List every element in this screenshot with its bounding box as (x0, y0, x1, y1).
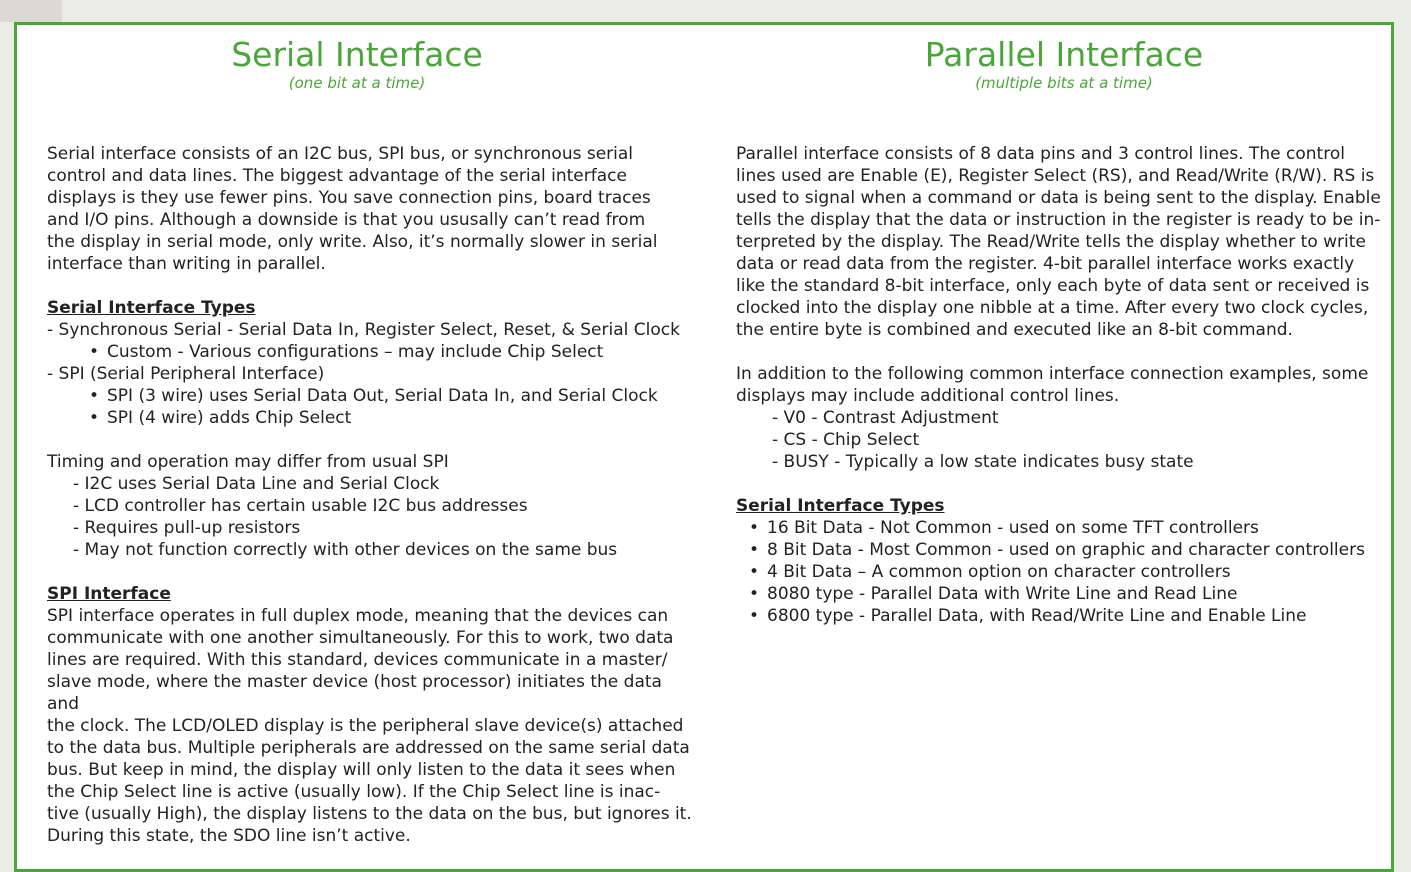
list-item-label: 4 Bit Data – A common option on character controllers (767, 562, 1231, 582)
text-line: During this state, the SDO line isn’t active. (47, 826, 411, 846)
bullet-icon: • (749, 518, 760, 538)
bullet-icon: • (749, 584, 760, 604)
spi-interface-heading: SPI Interface (47, 584, 171, 604)
list-item (736, 539, 1386, 561)
list-item: - BUSY - Typically a low state indicates busy state (772, 452, 1194, 472)
serial-intro-paragraph (47, 143, 697, 275)
bullet-icon: • (89, 408, 100, 428)
list-item-label: Custom - Various configurations – may include Chip Select (107, 342, 604, 362)
bullet-icon: • (89, 342, 100, 362)
parallel-types-heading: Serial Interface Types (736, 496, 945, 516)
text-line: lines are required. With this standard, devices communicate in a master/ (47, 650, 668, 670)
list-item (47, 341, 697, 363)
parallel-heading (736, 35, 1392, 143)
list-item: - Requires pull-up resistors (73, 518, 301, 538)
list-item (736, 561, 1386, 583)
text-line: bus. But keep in mind, the display will only listen to the data it sees when (47, 760, 676, 780)
list-item: - May not function correctly with other devices on the same bus (73, 540, 618, 560)
text-line: terpreted by the display. The Read/Write tells the display whether to write (736, 232, 1366, 252)
list-item: - I2C uses Serial Data Line and Serial Clock (73, 474, 440, 494)
spacer (736, 473, 1386, 495)
list-item (47, 385, 697, 407)
list-item: - LCD controller has certain usable I2C bus addresses (73, 496, 528, 516)
list-item-label: 16 Bit Data - Not Common - used on some TFT controllers (767, 518, 1259, 538)
text-line: tells the display that the data or instruction in the register is ready to be in- (736, 210, 1381, 230)
bullet-icon: • (749, 562, 760, 582)
text-line: SPI interface operates in full duplex mode, meaning that the devices can (47, 606, 669, 626)
bullet-icon: • (89, 386, 100, 406)
list-item (736, 517, 1386, 539)
spacer (736, 341, 1386, 363)
bullet-icon: • (749, 606, 760, 626)
spi-interface-paragraph (47, 605, 697, 847)
list-item (47, 407, 697, 429)
text-line: data or read data from the register. 4-bit parallel interface works exactly (736, 254, 1355, 274)
list-item: - SPI (Serial Peripheral Interface) (47, 364, 325, 384)
text-line: displays may include additional control lines. (736, 386, 1120, 406)
text-line: displays is they use fewer pins. You save connection pins, board traces (47, 188, 651, 208)
parallel-interface-column (736, 25, 1386, 627)
spacer (47, 275, 697, 297)
text-line: interface than writing in parallel. (47, 254, 326, 274)
text-line: tive (usually High), the display listens to the data on the bus, but ignores it. (47, 804, 692, 824)
serial-heading (47, 35, 667, 143)
parallel-subtitle: (multiple bits at a time) (975, 74, 1153, 92)
text-line: and I/O pins. Although a downside is that you ususally can’t read from (47, 210, 646, 230)
text-line: the display in serial mode, only write. Also, it’s normally slower in serial (47, 232, 658, 252)
text-line: used to signal when a command or data is being sent to the display. Enable (736, 188, 1381, 208)
serial-types-heading: Serial Interface Types (47, 298, 256, 318)
parallel-title: Parallel Interface (924, 35, 1204, 74)
list-item-label: 8080 type - Parallel Data with Write Line and Read Line (767, 584, 1238, 604)
text-line: control and data lines. The biggest advantage of the serial interface (47, 166, 627, 186)
list-item: - V0 - Contrast Adjustment (772, 408, 999, 428)
list-item (736, 583, 1386, 605)
text-line: slave mode, where the master device (host processor) initiates the data and (47, 672, 662, 714)
text-line: the Chip Select line is active (usually low). If the Chip Select line is inac- (47, 782, 661, 802)
text-line: Parallel interface consists of 8 data pins and 3 control lines. The control (736, 144, 1345, 164)
addition-paragraph (736, 363, 1386, 407)
list-item-label: SPI (4 wire) adds Chip Select (107, 408, 352, 428)
text-line: to the data bus. Multiple peripherals are addressed on the same serial data (47, 738, 690, 758)
serial-interface-column (47, 25, 697, 847)
timing-intro: Timing and operation may differ from usual SPI (47, 452, 449, 472)
parallel-intro-paragraph (736, 143, 1386, 341)
spacer (47, 561, 697, 583)
text-line: like the standard 8-bit interface, only each byte of data sent or received is (736, 276, 1370, 296)
text-line: In addition to the following common interface connection examples, some (736, 364, 1369, 384)
text-line: clocked into the display one nibble at a time. After every two clock cycles, (736, 298, 1369, 318)
text-line: communicate with one another simultaneously. For this to work, two data (47, 628, 674, 648)
text-line: lines used are Enable (E), Register Select (RS), and Read/Write (R/W). RS is (736, 166, 1375, 186)
text-line: Serial interface consists of an I2C bus, SPI bus, or synchronous serial (47, 144, 634, 164)
serial-subtitle: (one bit at a time) (288, 74, 426, 92)
decorative-strip (0, 0, 62, 22)
text-line: the clock. The LCD/OLED display is the peripheral slave device(s) attached (47, 716, 684, 736)
content-panel (14, 22, 1394, 872)
serial-title: Serial Interface (231, 35, 483, 74)
bullet-icon: • (749, 540, 760, 560)
list-item: - CS - Chip Select (772, 430, 920, 450)
spacer (47, 429, 697, 451)
list-item-label: 8 Bit Data - Most Common - used on graphic and character controllers (767, 540, 1365, 560)
text-line: the entire byte is combined and executed like an 8-bit command. (736, 320, 1293, 340)
list-item: - Synchronous Serial - Serial Data In, Register Select, Reset, & Serial Clock (47, 320, 680, 340)
list-item (736, 605, 1386, 627)
list-item-label: 6800 type - Parallel Data, with Read/Write Line and Enable Line (767, 606, 1307, 626)
list-item-label: SPI (3 wire) uses Serial Data Out, Serial Data In, and Serial Clock (107, 386, 658, 406)
